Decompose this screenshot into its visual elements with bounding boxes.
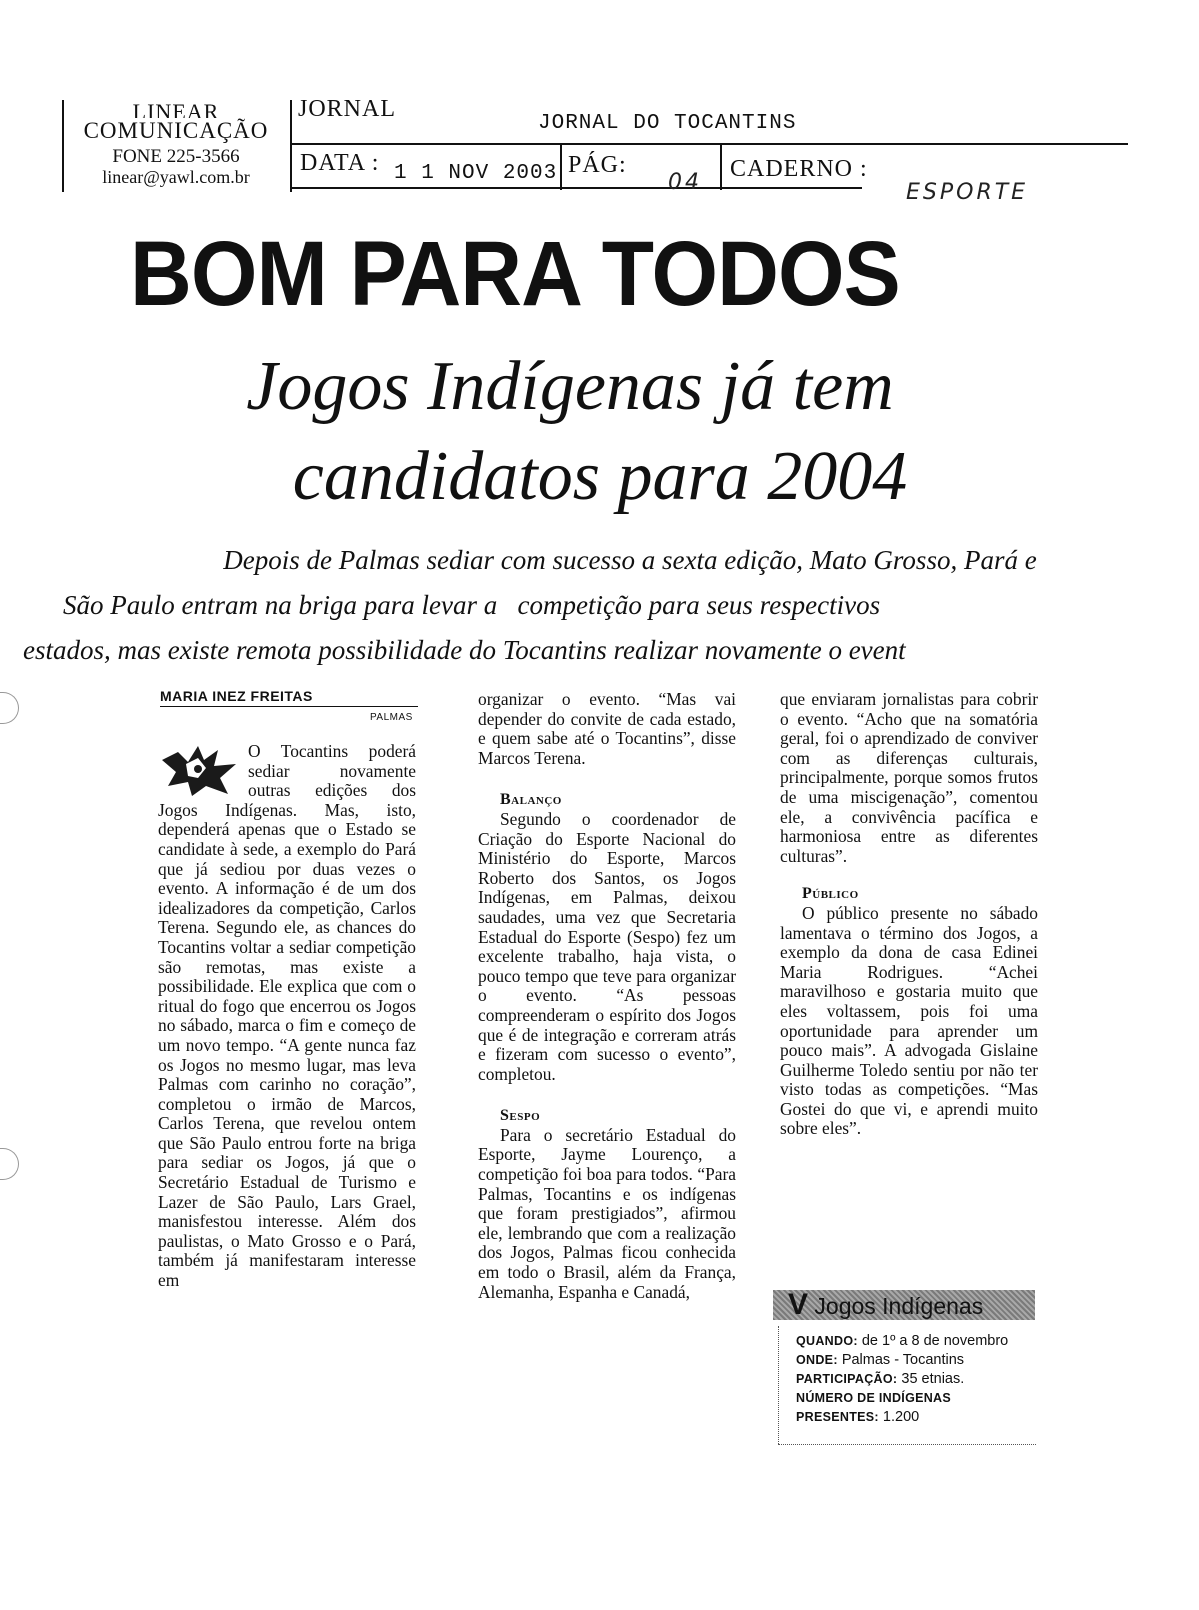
agency-stamp xyxy=(62,100,290,188)
col3-paragraph-continuation: que enviaram jornalistas para cobrir o evento. “Acho que na somatória geral, foi o aprendizado de conviver com as diferenças culturais, principalmente, porque somos frutos de uma miscigenação”, comentou ele, a convivência pacífica e harmoniosa entre as diferentes culturas”. xyxy=(780,689,1038,866)
header-divider-pag xyxy=(560,145,562,190)
col2-paragraph-balanco: Segundo o coordenador de Criação do Esporte Nacional do Ministério do Esporte, Marcos Roberto dos Santos, os Jogos Indígenas, em Palmas, deixou saudades, uma vez que Secretaria Estadual do Esporte (Sespo) fez um excelente trabalho, haja vista, o pouco tempo que teve para organizar o evento. “As pessoas compreenderam o espírito dos Jogos que é de integração e correram atrás e fizeram com sucesso o evento”, completou. xyxy=(478,808,736,1084)
lead-paragraph xyxy=(15,538,1165,673)
lead-line1: Depois de Palmas sediar com sucesso a sexta edição, Mato Grosso, Pará e xyxy=(223,545,1037,575)
infobox-title-roman: V xyxy=(788,1288,809,1321)
section-heading-balanco: Balanço xyxy=(500,791,562,809)
header-rule-bottom xyxy=(292,187,862,189)
onde-value: Palmas - Tocantins xyxy=(841,1352,965,1368)
col1-paragraph: O Tocantins poderá sediar novamente outras edições dos Jogos Indígenas. Mas, isto, dependerá apenas que o Estado se candidate à sede, a exemplo do Pará que já sediou por duas vezes o evento. A informação é de um dos idealizadores da competição, Carlos Terena. Segundo ele, as chances do Tocantins voltar a sediar competição são remotas, mas existe a possibilidade. Ele explica que com o ritual do fogo que encerrou os Jogos no sábado, marca o fim e começo de um novo tempo. “A gente nunca faz os Jogos no mesmo lugar, mas leva Palmas com carinho no coração”, completou o irmão de Marcos, Carlos Terena, que revelou ontem que São Paulo entrou forte na briga para sediar os Jogos, já que o Secretário Estadual de Turismo e Lazer de São Paulo, Lars Grael, manisfestou interesse. Além dos paulistas, o Mato Grosso e o Pará, também já manifestaram interesse em xyxy=(158,741,416,1291)
lead-line2: São Paulo entram na briga para levar a competição para seus respectivos xyxy=(63,590,881,620)
participacao-value: 35 etnias. xyxy=(901,1371,965,1387)
article-column-1 xyxy=(158,742,416,1291)
article-column-2 xyxy=(478,690,736,1302)
onde-label: ONDE: xyxy=(796,1353,838,1367)
section-heading-sespo: Sespo xyxy=(500,1107,541,1125)
subheadline-line1: Jogos Indígenas já tem xyxy=(246,348,894,425)
numero-label-line1: NÚMERO DE INDÍGENAS xyxy=(796,1391,952,1405)
caderno-label: CADERNO : xyxy=(730,156,868,182)
col2-paragraph-sespo: Para o secretário Estadual do Esporte, Jayme Lourenço, a competição foi boa para todos. “Para Palmas, Tocantins e os indígenas que foram prestigiados”, afirmou ele, lembrando que com a realização dos Jogos, Palmas ficou conhecida em todo o Brasil, além da França, Alemanha, Espanha e Canadá, xyxy=(478,1124,736,1302)
lead-line3: estados, mas existe remota possibilidade do Tocantins realizar novamente o event xyxy=(23,635,906,665)
data-label: DATA : xyxy=(300,150,380,176)
pag-value: 04 xyxy=(668,170,702,195)
col3-paragraph-publico: O público presente no sábado lamentava o término dos Jogos, a exemplo da dona de casa Edinei Maria Rodrigues. “Achei maravilhoso e gostaria muito que eles voltassem, pois foi uma oportunidade para aprender um pouco mais”. A advogada Gislaine Guilherme Toledo sentiu por não ter visto todas as competições. “Mas Gostei do que vi, e aprendi muito sobre eles”. xyxy=(780,902,1038,1139)
section-heading-publico: Público xyxy=(802,885,859,903)
agency-name-line2: COMUNICAÇÃO xyxy=(83,118,269,143)
drop-cap-ornament xyxy=(158,742,242,798)
dateline-place: PALMAS xyxy=(370,712,413,723)
headline: BOM PARA TODOS xyxy=(130,223,900,325)
subheadline xyxy=(120,342,1020,522)
byline-rule xyxy=(160,706,418,707)
caderno-value: ESPORTE xyxy=(906,180,1029,205)
data-value: 1 1 NOV 2003 xyxy=(394,162,558,185)
header-divider-caderno xyxy=(720,145,722,190)
pag-label: PÁG: xyxy=(568,152,627,178)
numero-value: 1.200 xyxy=(882,1409,920,1425)
jornal-label: JORNAL xyxy=(298,96,397,122)
participacao-label: PARTICIPAÇÃO: xyxy=(796,1372,898,1386)
infobox-bottom-rule xyxy=(778,1444,1036,1446)
agency-email: linear@yawl.com.br xyxy=(102,167,250,188)
punch-hole-top xyxy=(0,692,19,724)
subheadline-line2: candidatos para 2004 xyxy=(292,438,908,515)
header-rule-top xyxy=(292,143,1128,145)
byline: MARIA INEZ FREITAS xyxy=(160,688,313,704)
quando-label: QUANDO: xyxy=(796,1334,858,1348)
col2-paragraph-continuation: organizar o evento. “Mas vai depender do convite de cada estado, e quem sabe até o Tocantins”, disse Marcos Terena. xyxy=(478,689,736,768)
article-column-3 xyxy=(780,690,1038,1139)
jornal-value: JORNAL DO TOCANTINS xyxy=(538,112,797,135)
punch-hole-bottom xyxy=(0,1148,19,1180)
header-divider-agency xyxy=(290,100,292,192)
agency-name-line1: LINEAR xyxy=(132,100,220,118)
infobox-details xyxy=(796,1332,1046,1427)
numero-label-line2: PRESENTES: xyxy=(796,1410,879,1424)
agency-phone: FONE 225-3566 xyxy=(112,146,240,168)
infobox-left-rule xyxy=(778,1326,780,1444)
quando-value: de 1º a 8 de novembro xyxy=(861,1333,1009,1349)
infobox-title xyxy=(788,1288,983,1322)
infobox-title-text: Jogos Indígenas xyxy=(814,1293,984,1319)
